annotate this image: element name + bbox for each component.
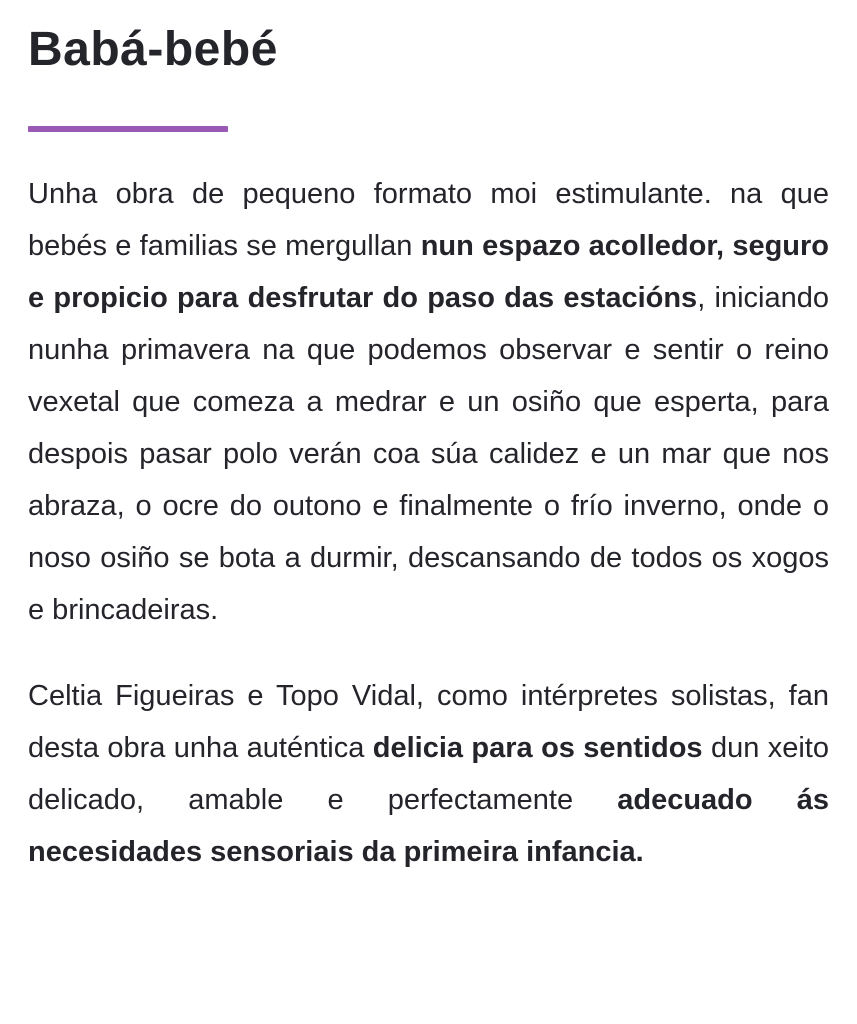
bold-text-segment: delicia para os sentidos <box>372 732 703 764</box>
page-title: Babá-bebé <box>28 23 278 76</box>
text-segment: Unha obra de pequeno formato moi estimulante. na que bebés e familias se mergullan <box>28 178 829 262</box>
bold-text-segment: adecuado ás necesidades sensoriais da primeira infancia. <box>28 784 829 868</box>
title-divider <box>28 126 228 132</box>
text-segment: Celtia Figueiras e Topo Vidal, como intérpretes solistas, fan desta obra unha auténtica <box>28 680 829 764</box>
paragraph <box>28 670 829 878</box>
article-body <box>28 168 829 878</box>
paragraph <box>28 168 829 636</box>
text-segment: dun xeito delicado, amable e perfectamente <box>28 732 829 816</box>
text-segment: , iniciando nunha primavera na que podemos observar e sentir o reino vexetal que comeza a medrar e un osiño que esperta, para despois pasar polo verán coa súa calidez e un mar que nos abraza, o ocre do outono e finalmente o frío inverno, onde o noso osiño se bota a durmir, descansando de todos os xogos e brincadeiras. <box>28 282 829 626</box>
bold-text-segment: nun espazo acolledor, seguro e propicio para desfrutar do paso das estacións <box>28 230 829 314</box>
